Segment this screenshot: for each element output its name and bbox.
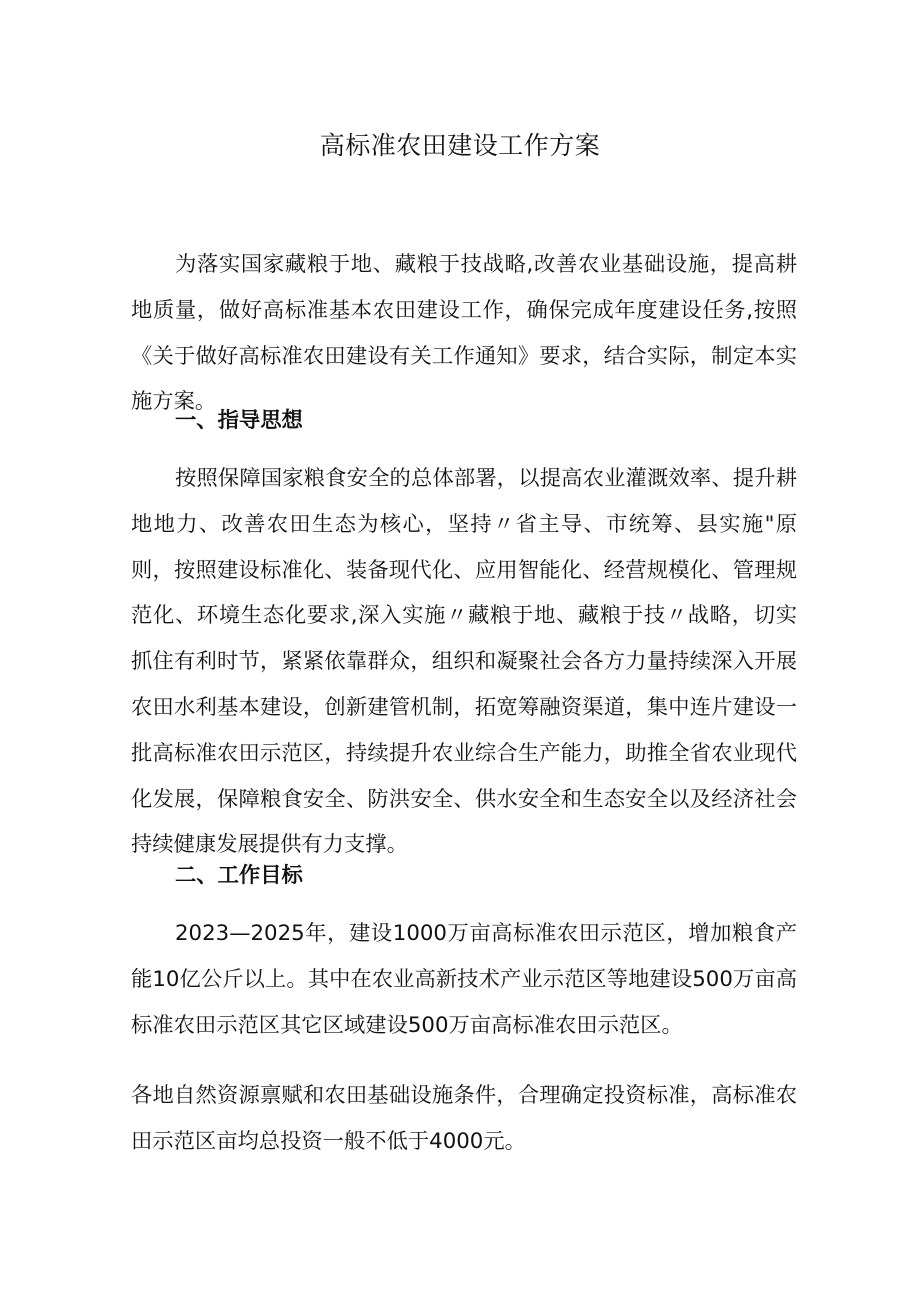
document-title: 高标准农田建设工作方案: [319, 131, 601, 160]
intro-paragraph: 为落实国家藏粮于地、藏粮于技战略,改善农业基础设施，提高耕地质量，做好高标准基本农田建设工作，确保完成年度建设任务,按照《关于做好高标准农田建设有关工作通知》要求，结合实际，制定本实施方案。: [131, 252, 797, 415]
section-1-heading: 一、指导思想: [175, 408, 303, 433]
section-1-paragraph: 按照保障国家粮食安全的总体部署，以提高农业灌溉效率、提升耕地地力、改善农田生态为核心，坚持〃省主导、市统筹、县实施"原则，按照建设标准化、装备现代化、应用智能化、经营规模化、管理规范化、环境生态化要求,深入实施〃藏粮于地、藏粮于技〃战略，切实抓住有利时节，紧紧依靠群众，组织和凝聚社会各方力量持续深入开展农田水利基本建设，创新建管机制，拓宽筹融资渠道，集中连片建设一批高标准农田示范区，持续提升农业综合生产能力，助推全省农业现代化发展，保障粮食安全、防洪安全、供水安全和生态安全以及经济社会持续健康发展提供有力支撑。: [131, 466, 797, 858]
section-2-heading: 二、工作目标: [175, 863, 303, 888]
section-2-paragraph: 2023—2025年，建设1000万亩高标准农田示范区，增加粮食产能10亿公斤以上。其中在农业高新技术产业示范区等地建设500万亩高标准农田示范区其它区域建设500万亩高标准农田示范区。: [131, 921, 797, 1038]
section-2-paragraph-2: 各地自然资源禀赋和农田基础设施条件，合理确定投资标准，高标准农田示范区亩均总投资一般不低于4000元。: [131, 1083, 797, 1154]
